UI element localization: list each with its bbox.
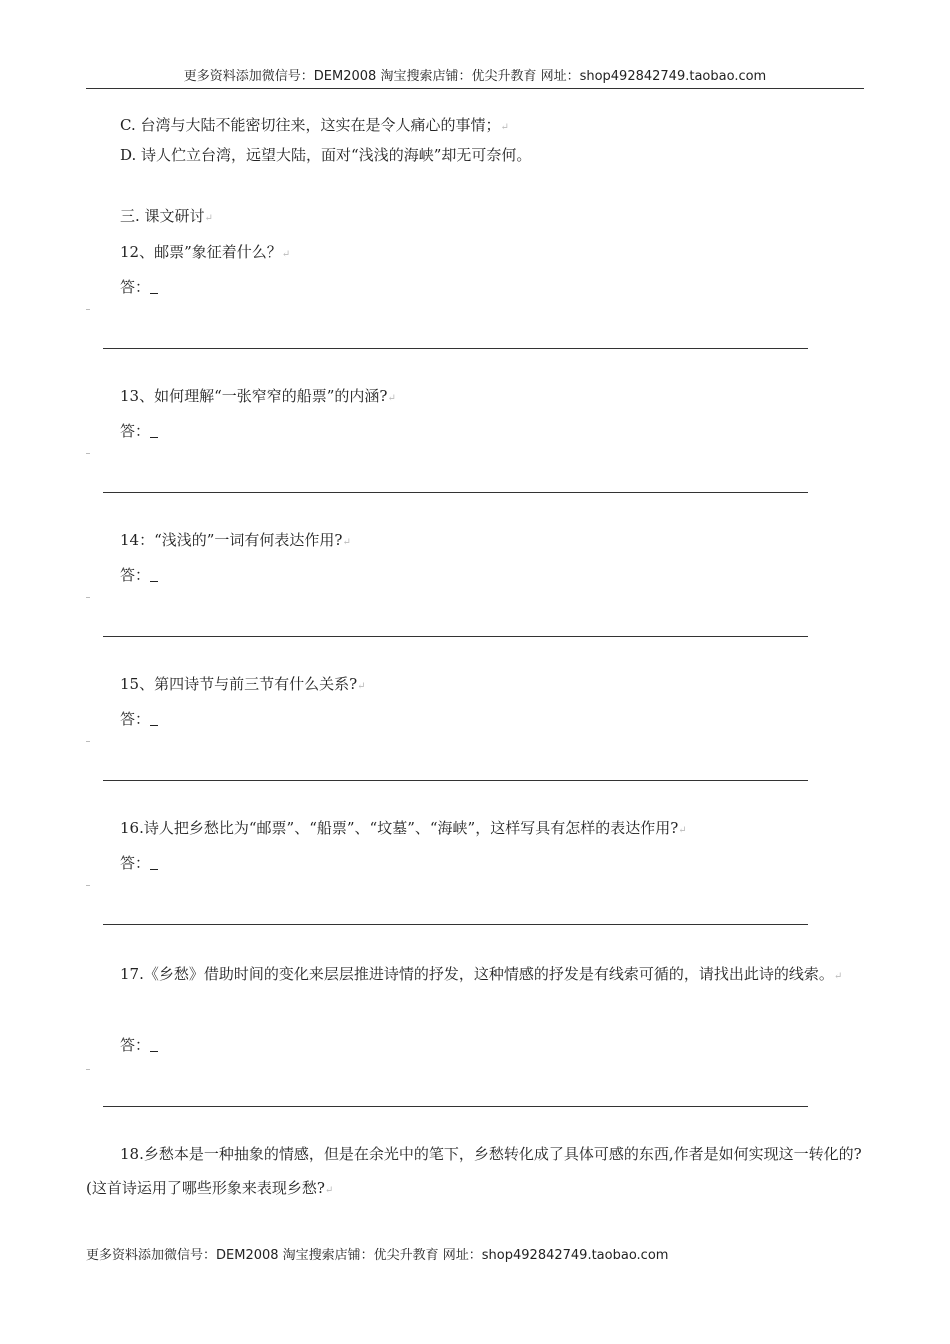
option-c-text: C. 台湾与大陆不能密切往来，这实在是令人痛心的事情； xyxy=(120,116,501,134)
answer-17[interactable]: 答： xyxy=(120,1034,158,1056)
para-mark xyxy=(86,1069,90,1070)
option-c: C. 台湾与大陆不能密切往来，这实在是令人痛心的事情；↵ xyxy=(120,116,509,134)
answer-14[interactable]: 答： xyxy=(120,564,158,586)
answer-line-13[interactable] xyxy=(103,492,808,493)
answer-line-17[interactable] xyxy=(103,1106,808,1107)
page-footer: 更多资料添加微信号：DEM2008 淘宝搜索店铺：优尖升教育 网址：shop492842749.taobao.com xyxy=(86,1248,669,1263)
answer-16[interactable]: 答： xyxy=(120,852,158,874)
para-mark xyxy=(86,741,90,742)
para-mark xyxy=(86,885,90,886)
question-13: 13、如何理解“一张窄窄的船票”的内涵?↵ xyxy=(120,387,396,405)
question-18: 18.乡愁本是一种抽象的情感，但是在余光中的笔下，乡愁转化成了具体可感的东西,作者是如何实现这一转化的?(这首诗运用了哪些形象来表现乡愁?↵ xyxy=(86,1145,862,1197)
question-15: 15、第四诗节与前三节有什么关系?↵ xyxy=(120,675,366,693)
question-12: 12、邮票”象征着什么？↵ xyxy=(120,243,291,261)
answer-12[interactable]: 答： xyxy=(120,276,158,298)
answer-line-15[interactable] xyxy=(103,780,808,781)
para-mark xyxy=(86,309,90,310)
page-header: 更多资料添加微信号：DEM2008 淘宝搜索店铺：优尖升教育 网址：shop492842749.taobao.com xyxy=(86,66,864,89)
option-d xyxy=(120,144,531,166)
question-14: 14：“浅浅的”一词有何表达作用?↵ xyxy=(120,531,351,549)
option-d-text: D. 诗人伫立台湾，远望大陆，面对“浅浅的海峡”却无可奈何。 xyxy=(120,146,532,164)
answer-15[interactable]: 答： xyxy=(120,708,158,730)
question-16: 16.诗人把乡愁比为“邮票”、“船票”、“坟墓”、“海峡”，这样写具有怎样的表达作用?↵ xyxy=(120,819,687,837)
question-17: 17.《乡愁》借助时间的变化来层层推进诗情的抒发，这种情感的抒发是有线索可循的，请找出此诗的线索。↵ xyxy=(120,965,843,983)
answer-line-14[interactable] xyxy=(103,636,808,637)
para-mark xyxy=(86,597,90,598)
para-mark xyxy=(86,453,90,454)
answer-13[interactable]: 答： xyxy=(120,420,158,442)
answer-line-16[interactable] xyxy=(103,924,808,925)
answer-line-12[interactable] xyxy=(103,348,808,349)
section-title: 三. 课文研讨↵ xyxy=(120,207,213,225)
